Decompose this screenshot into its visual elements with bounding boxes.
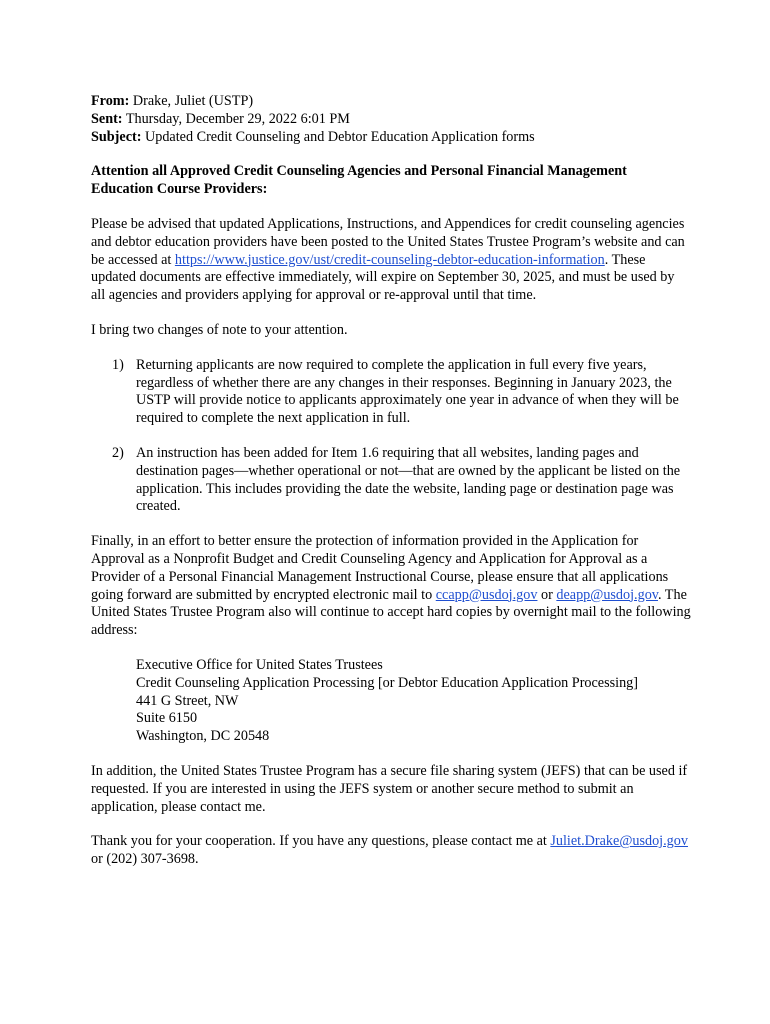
changes-list bbox=[91, 357, 691, 516]
list-item-number: 2) bbox=[112, 444, 124, 461]
paragraph-jefs: In addition, the United States Trustee Program has a secure file sharing system (JEFS) that can be used if requested. If you are interested in using the JEFS system or another secure method to submit an application, please contact me. bbox=[91, 762, 688, 815]
juliet-drake-email-link[interactable]: Juliet.Drake@usdoj.gov bbox=[550, 833, 688, 850]
address-line-3: 441 G Street, NW bbox=[136, 692, 239, 709]
paragraph-updated-forms bbox=[91, 216, 691, 305]
list-item-text: An instruction has been added for Item 1.6 requiring that all websites, landing pages and destination pages—whether operational or not—that are owned by the applicant be listed on the application. This includes providing the date the website, landing page or destination page was created. bbox=[136, 444, 681, 515]
list-item bbox=[91, 357, 691, 428]
paragraph-changes-intro: I bring two changes of note to your attention. bbox=[91, 321, 348, 338]
para3-text-start: Finally, in an effort to better ensure the protection of information provided in the Application for Approval as a Nonprofit Budget and Credit Counseling Agency and Application for Approval as a Provider of a Personal Financial Management Instructional Course, please ensure that all applications going forward are submitted by encrypted electronic mail to bbox=[91, 533, 669, 603]
para3-text-end: . The United States Trustee Program also will continue to accept hard copies by overnight mail to the following address: bbox=[91, 586, 691, 639]
from-label: From: bbox=[91, 93, 130, 109]
from-line bbox=[91, 93, 691, 111]
address-line-1: Executive Office for United States Trustees bbox=[136, 656, 383, 673]
list-item-number: 1) bbox=[112, 356, 124, 373]
mailing-address bbox=[91, 657, 691, 746]
attention-heading: Attention all Approved Credit Counseling Agencies and Personal Financial Management Education Course Providers: bbox=[91, 163, 627, 198]
para5-text-start: Thank you for your cooperation. If you have any questions, please contact me at bbox=[91, 833, 551, 850]
email-document bbox=[91, 93, 691, 869]
para1-text-end: . These updated documents are effective immediately, will expire on September 30, 2025, and must be used by all agencies and providers applying for approval or re-approval until that time. bbox=[91, 251, 675, 304]
para1-text-start: Please be advised that updated Applications, Instructions, and Appendices for credit counseling agencies and debtor education providers have been posted to the United States Trustee Program’s website and can be accessed at bbox=[91, 215, 685, 268]
para3-text-or: or bbox=[537, 586, 557, 603]
paragraph-submission bbox=[91, 533, 691, 640]
sent-line bbox=[91, 111, 691, 129]
para5-text-end: or (202) 307-3698. bbox=[91, 851, 199, 868]
paragraph-contact bbox=[91, 833, 691, 869]
list-item-text: Returning applicants are now required to complete the application in full every five years, regardless of whether there are any changes in their responses. Beginning in January 2023, the USTP will provide notice to applicants approximately one year in advance of when they will be required to complete the next application in full. bbox=[136, 356, 679, 427]
sent-value: Thursday, December 29, 2022 6:01 PM bbox=[122, 110, 350, 127]
justice-gov-link[interactable]: https://www.justice.gov/ust/credit-counseling-debtor-education-information bbox=[174, 251, 605, 268]
address-line-5: Washington, DC 20548 bbox=[136, 728, 270, 745]
from-value: Drake, Juliet (USTP) bbox=[129, 93, 254, 109]
address-line-4: Suite 6150 bbox=[136, 710, 198, 727]
address-line-2: Credit Counseling Application Processing [or Debtor Education Application Processing] bbox=[136, 674, 638, 691]
subject-value: Updated Credit Counseling and Debtor Education Application forms bbox=[141, 128, 535, 145]
subject-line bbox=[91, 129, 691, 147]
deapp-email-link[interactable]: deapp@usdoj.gov bbox=[556, 586, 658, 603]
subject-label: Subject: bbox=[91, 128, 142, 145]
list-item bbox=[91, 445, 691, 516]
ccapp-email-link[interactable]: ccapp@usdoj.gov bbox=[435, 586, 538, 603]
sent-label: Sent: bbox=[91, 110, 123, 127]
